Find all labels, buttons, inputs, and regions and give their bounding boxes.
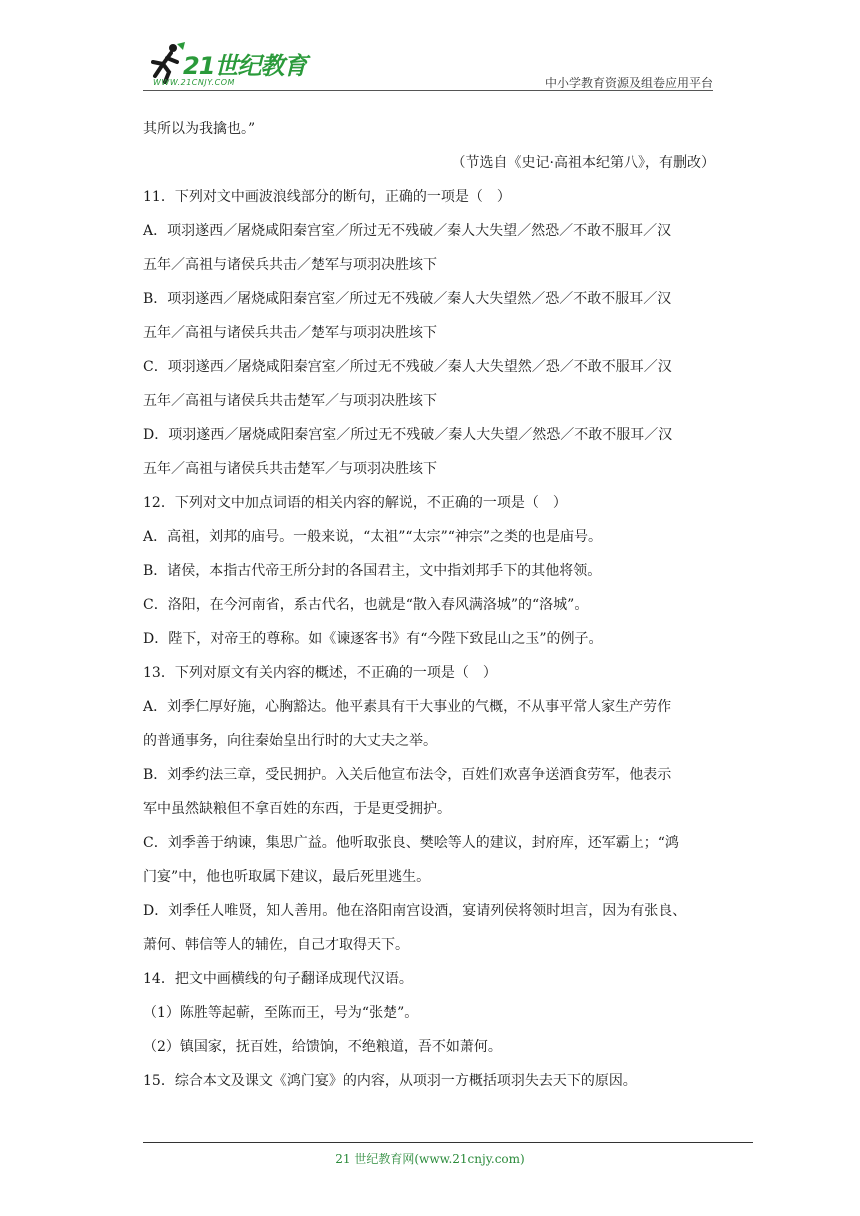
text-line: 军中虽然缺粮但不拿百姓的东西，于是更受拥护。	[143, 801, 451, 817]
text-line: C．刘季善于纳谏，集思广益。他听取张良、樊哙等人的建议，封府库，还军霸上；“鸿	[143, 835, 679, 851]
text-line: D．陛下，对帝王的尊称。如《谏逐客书》有“今陛下致昆山之玉”的例子。	[143, 631, 603, 647]
text-line: 五年／高祖与诸侯兵共击楚军／与项羽决胜垓下	[143, 393, 437, 409]
text-line: D．项羽遂西／屠烧咸阳秦宫室／所过无不残破／秦人大失望／然恐／不敢不服耳／汉	[143, 427, 673, 443]
text-line: 14．把文中画横线的句子翻译成现代汉语。	[143, 971, 413, 987]
logo-text: 21世纪教育	[183, 52, 307, 80]
text-line: 五年／高祖与诸侯兵共击楚军／与项羽决胜垓下	[143, 461, 437, 477]
text-line: （1）陈胜等起蕲，至陈而王，号为“张楚”。	[143, 1005, 419, 1021]
header-divider	[143, 90, 713, 91]
text-line: C．项羽遂西／屠烧咸阳秦宫室／所过无不残破／秦人大失望然／恐／不敢不服耳／汉	[143, 359, 672, 375]
text-line: D．刘季任人唯贤，知人善用。他在洛阳南宫设酒，宴请列侯将领时坦言，因为有张良、	[143, 903, 687, 919]
footer-text: 21 世纪教育网(www.21cnjy.com)	[335, 1152, 525, 1166]
text-line: 11．下列对文中画波浪线部分的断句，正确的一项是（ ）	[143, 189, 511, 205]
text-line: 五年／高祖与诸侯兵共击／楚军与项羽决胜垓下	[143, 257, 437, 273]
text-line: C．洛阳，在今河南省，系古代名，也就是“散入春风满洛城”的“洛城”。	[143, 597, 589, 613]
text-line: （2）镇国家，抚百姓，给馈饷，不绝粮道，吾不如萧何。	[143, 1039, 502, 1055]
text-line: 的普通事务，向往秦始皇出行时的大丈夫之举。	[143, 733, 437, 749]
text-line: （节选自《史记·高祖本纪第八》，有删改）	[451, 155, 715, 171]
text-line: 门宴”中，他也听取属下建议，最后死里逃生。	[143, 869, 431, 885]
text-line: B．刘季约法三章，受民拥护。入关后他宣布法令，百姓们欢喜争送酒食劳军，他表示	[143, 767, 672, 783]
text-line: 15．综合本文及课文《鸿门宴》的内容，从项羽一方概括项羽失去天下的原因。	[143, 1073, 637, 1089]
text-line: B．项羽遂西／屠烧咸阳秦宫室／所过无不残破／秦人大失望然／恐／不敢不服耳／汉	[143, 291, 672, 307]
text-line: A．高祖，刘邦的庙号。一般来说，“太祖”“太宗”“神宗”之类的也是庙号。	[143, 529, 603, 545]
text-line: 其所以为我擒也。”	[143, 121, 256, 137]
text-line: 五年／高祖与诸侯兵共击／楚军与项羽决胜垓下	[143, 325, 437, 341]
text-line: B．诸侯，本指古代帝王所分封的各国君主，文中指刘邦手下的其他将领。	[143, 563, 602, 579]
text-line: 13．下列对原文有关内容的概述，不正确的一项是（ ）	[143, 665, 497, 681]
text-line: 萧何、韩信等人的辅佐，自己才取得天下。	[143, 937, 409, 953]
platform-name: 中小学教育资源及组卷应用平台	[544, 76, 713, 90]
logo-url: WWW.21CNJY.COM	[153, 78, 235, 87]
footer-divider	[143, 1142, 753, 1143]
text-line: 12．下列对文中加点词语的相关内容的解说，不正确的一项是（ ）	[143, 495, 567, 511]
text-line: A．刘季仁厚好施，心胸豁达。他平素具有干大事业的气概，不从事平常人家生产劳作	[143, 699, 672, 715]
page-header	[143, 40, 713, 92]
document-body	[143, 112, 715, 1098]
text-line: A．项羽遂西／屠烧咸阳秦宫室／所过无不残破／秦人大失望／然恐／不敢不服耳／汉	[143, 223, 672, 239]
logo	[143, 40, 313, 92]
